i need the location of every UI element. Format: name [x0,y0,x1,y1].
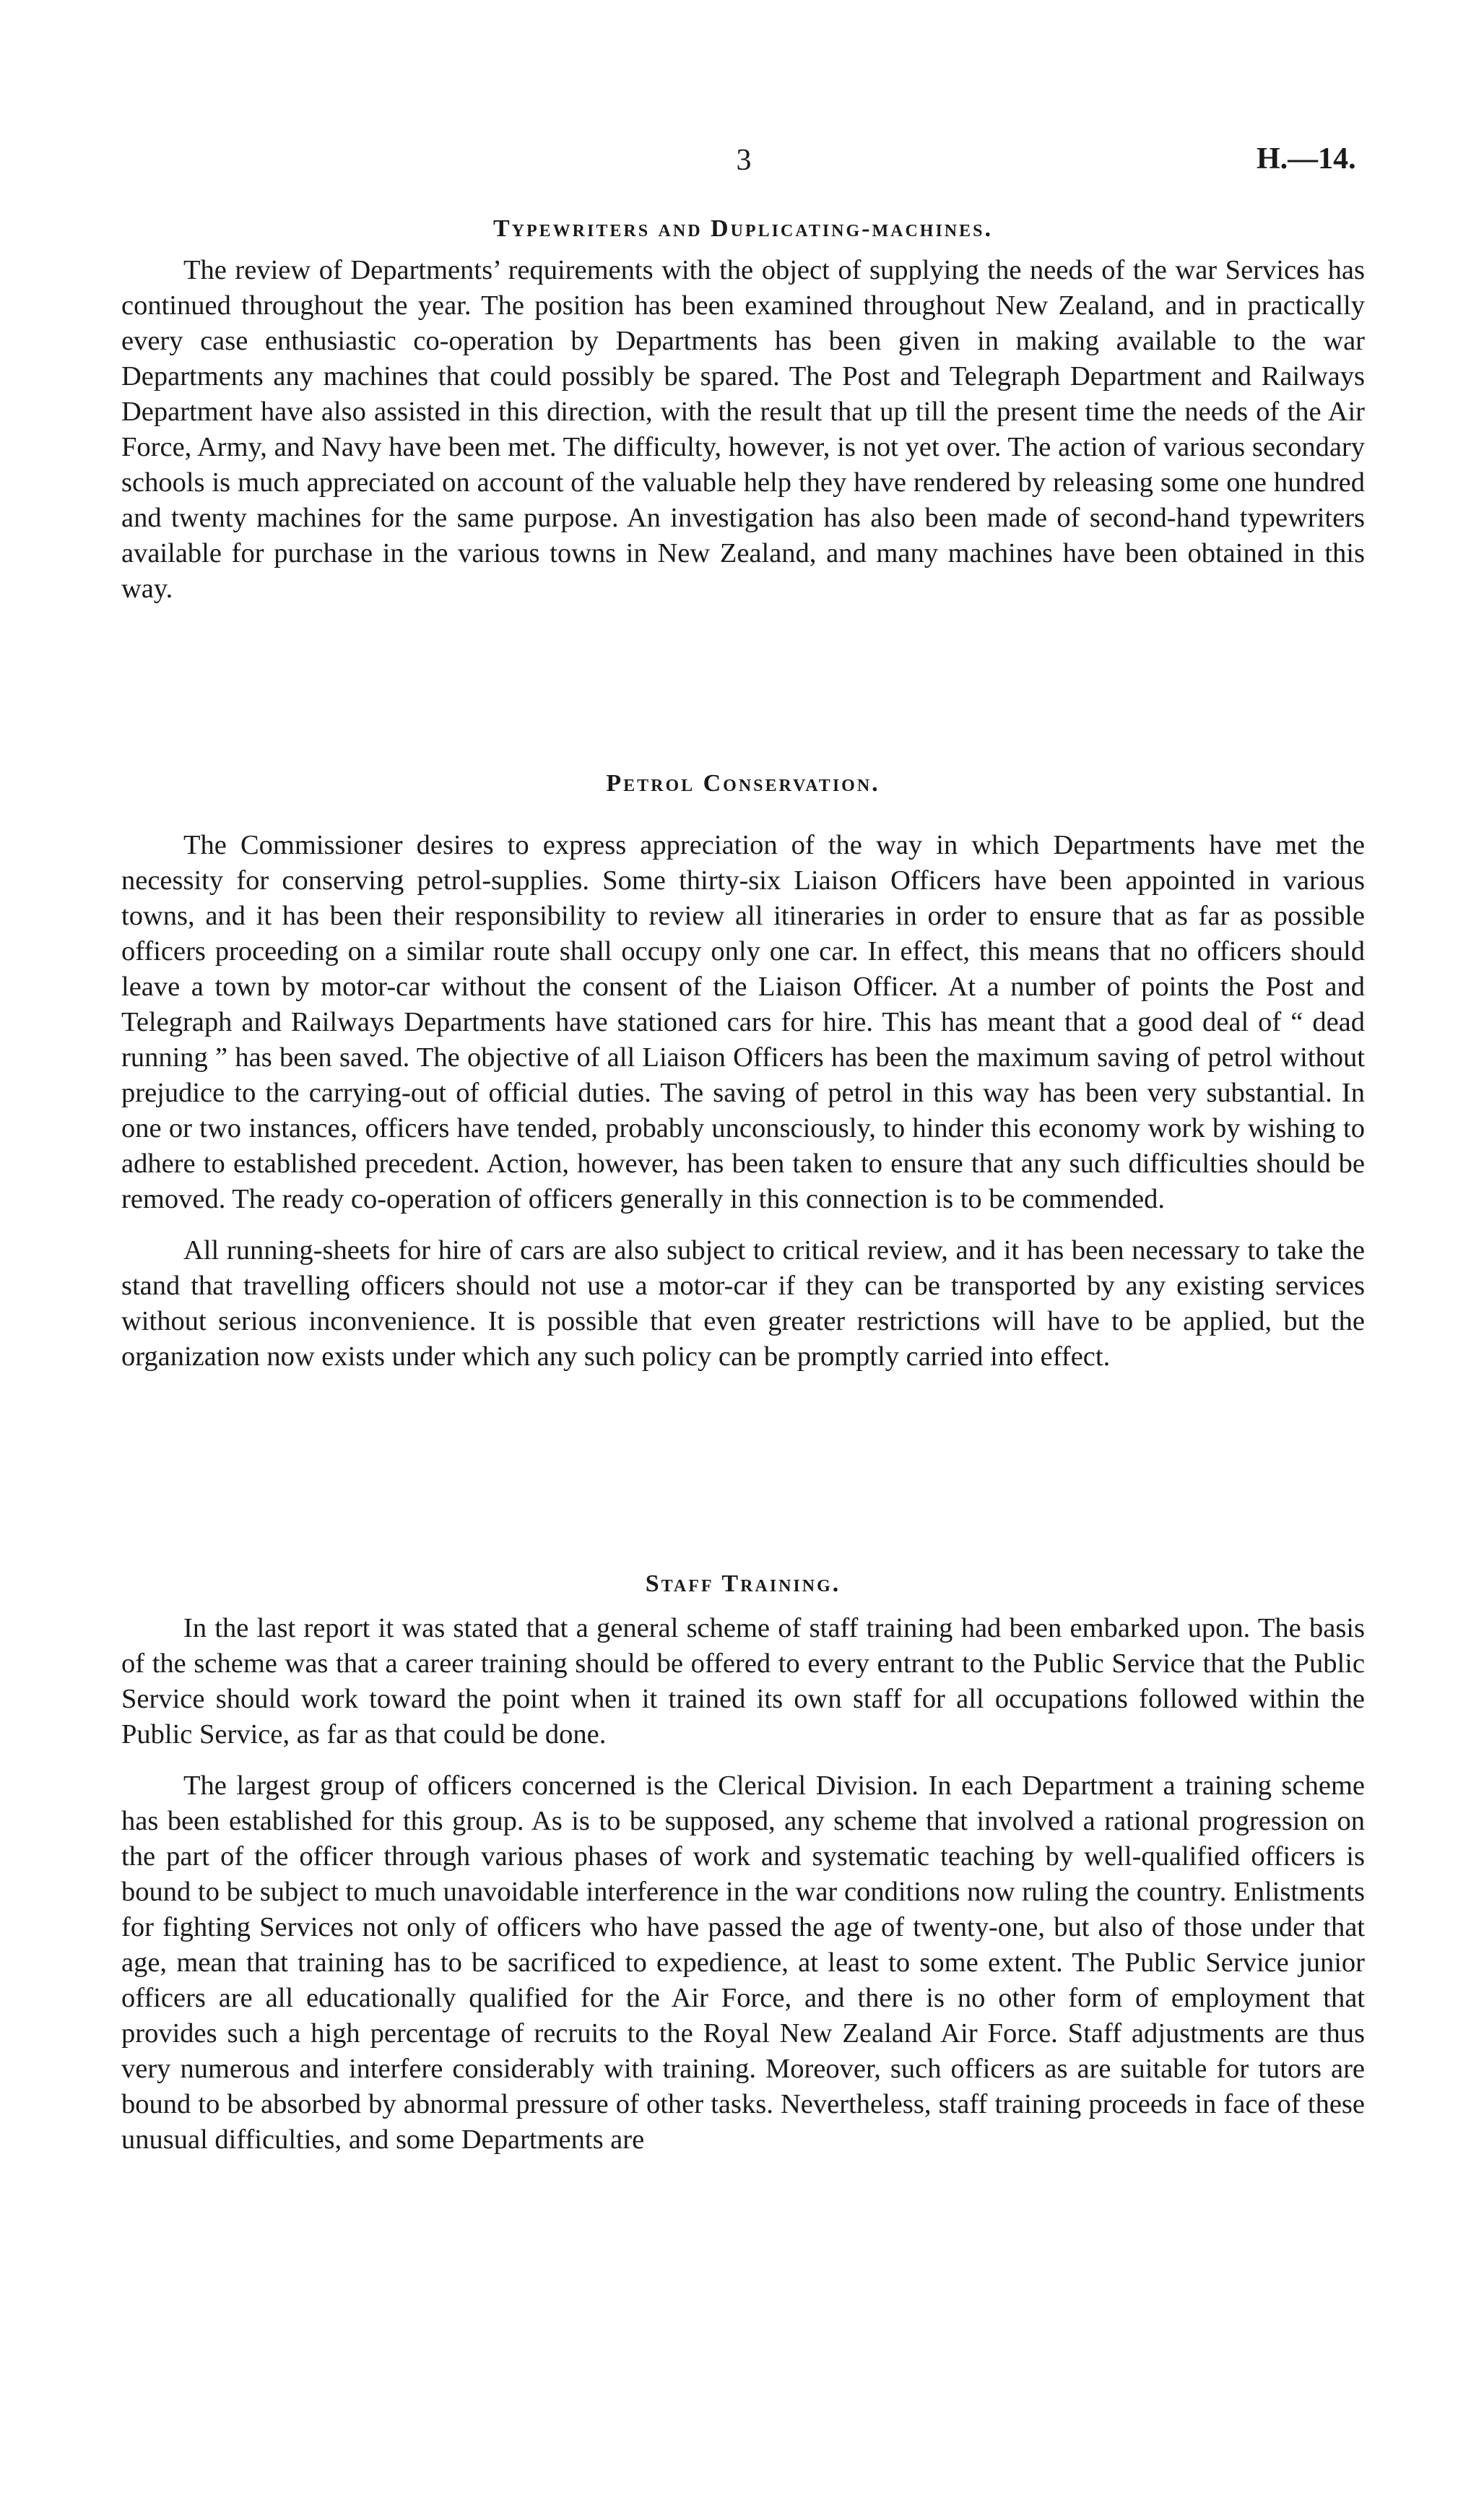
section-heading: Petrol Conservation. [606,770,880,797]
section-staff-training [121,1570,1365,2158]
section-typewriters [121,215,1365,607]
paragraph: The Commissioner desires to express appreciation of the way in which Departments have met the necessity for conserving petrol-supplies. Some thirty-six Liaison Officers have been appointed in various towns, and it has been their responsibility to review all itineraries in order to ensure that as far as possible officers proceeding on a similar route shall occupy only one car. In effect, this means that no officers should leave a town by motor-car without the consent of the Liaison Officer. At a number of points the Post and Telegraph and Railways Departments have stationed cars for hire. This has meant that a good deal of “ dead running ” has been saved. The objective of all Liaison Officers has been the maximum saving of petrol without prejudice to the carrying-out of official duties. The saving of petrol in this way has been very substantial. In one or two instances, officers have tended, probably unconsciously, to hinder this economy work by wishing to adhere to established precedent. Action, however, has been taken to ensure that any such difficulties should be removed. The ready co-operation of officers generally in this connection is to be commended. [121,830,1365,1214]
section-petrol-conservation [121,770,1365,1375]
page-number: 3 [736,144,752,177]
section-heading: Staff Training. [645,1570,841,1597]
document-id: H.—14. [1257,142,1356,176]
paragraph: The review of Departments’ requirements with the object of supplying the needs of the war Services has continued throughout the year. The position has been examined throughout New Zealand, and in practically every case enthusiastic co-operation by Departments has been given in making available to the war Departments any machines that could possibly be spared. The Post and Telegraph Department and Railways Department have also assisted in this direction, with the result that up till the present time the needs of the Air Force, Army, and Navy have been met. The difficulty, however, is not yet over. The action of various secondary schools is much appreciated on account of the valuable help they have rendered by releasing some one hundred and twenty machines for the same purpose. An investigation has also been made of second-hand typewriters available for purchase in the various towns in New Zealand, and many machines have been obtained in this way. [121,255,1365,604]
paragraph: In the last report it was stated that a general scheme of staff training had been embarked upon. The basis of the scheme was that a career training should be offered to every entrant to the Public Service that the Public Service should work toward the point when it trained its own staff for all occupations followed within the Public Service, as far as that could be done. [121,1613,1365,1750]
section-heading: Typewriters and Duplicating-machines. [493,215,993,242]
paragraph: The largest group of officers concerned is the Clerical Division. In each Department a training scheme has been established for this group. As is to be supposed, any scheme that involved a rational progression on the part of the officer through various phases of work and systematic teaching by well-qualified officers is bound to be subject to much unavoidable interference in the war conditions now ruling the country. Enlistments for fighting Services not only of officers who have passed the age of twenty-one, but also of those under that age, mean that training has to be sacrificed to expedience, at least to some extent. The Public Service junior officers are all educationally qualified for the Air Force, and there is no other form of employment that provides such a high percentage of recruits to the Royal New Zealand Air Force. Staff adjustments are thus very numerous and interfere considerably with training. Moreover, such officers as are suitable for tutors are bound to be absorbed by abnormal pressure of other tasks. Nevertheless, staff training proceeds in face of these unusual difficulties, and some Departments are [121,1770,1365,2155]
paragraph: All running-sheets for hire of cars are also subject to critical review, and it has been necessary to take the stand that travelling officers should not use a motor-car if they can be transported by any existing services without serious inconvenience. It is possible that even greater restrictions will have to be applied, but the organization now exists under which any such policy can be promptly carried into effect. [121,1235,1365,1372]
